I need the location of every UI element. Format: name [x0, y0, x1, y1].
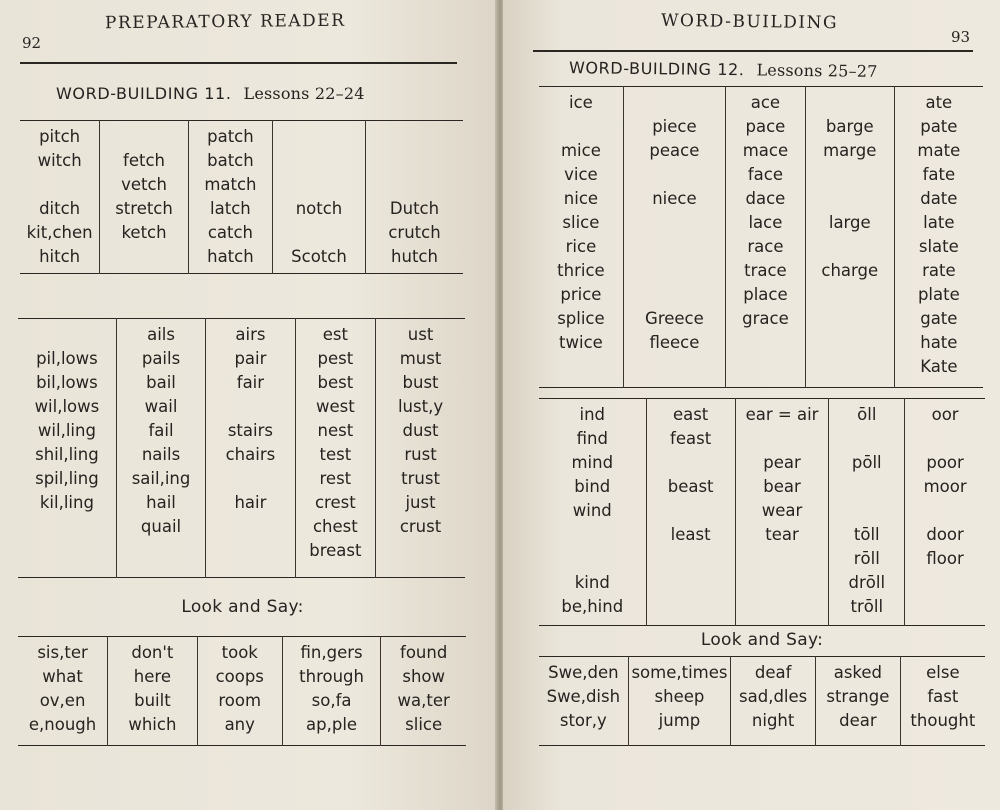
word-cell: kind	[574, 573, 610, 592]
word-cell: kit,chen	[26, 223, 93, 242]
word-cell: wear	[761, 501, 803, 520]
word-cell	[20, 539, 114, 563]
word-cell: thought	[910, 711, 976, 730]
word-column	[18, 319, 116, 578]
word-cell: hair	[234, 493, 267, 512]
word-cell: wil,lows	[34, 397, 100, 416]
word-cell: pails	[141, 349, 181, 368]
word-column	[805, 87, 894, 388]
word-cell: tear	[765, 525, 799, 544]
word-cell: sad,dles	[739, 687, 808, 706]
word-cell: fail	[148, 421, 174, 440]
word-column	[829, 399, 905, 626]
word-cell	[368, 173, 461, 197]
word-cell: race	[747, 237, 784, 256]
word-column	[188, 121, 272, 274]
word-cell: hail	[146, 493, 176, 512]
word-cell: just	[405, 493, 436, 512]
word-cell	[626, 211, 723, 235]
word-cell: which	[128, 715, 177, 734]
word-table-2	[18, 318, 465, 578]
word-cell: rest	[319, 469, 352, 488]
word-cell: gate	[920, 309, 958, 328]
word-cell: Swe,den	[548, 663, 619, 682]
word-cell	[907, 571, 983, 595]
word-column	[100, 121, 189, 274]
word-cell: hitch	[39, 247, 81, 266]
word-column	[646, 399, 735, 626]
section-title	[569, 58, 878, 81]
word-cell: fetch	[123, 151, 166, 170]
word-cell: ace	[750, 93, 781, 112]
word-cell: ice	[569, 93, 593, 112]
word-cell: barge	[825, 117, 874, 136]
word-cell: ust	[407, 325, 434, 344]
word-cell	[738, 427, 827, 451]
word-cell: airs	[235, 325, 266, 344]
word-cell	[541, 523, 644, 547]
word-cell	[738, 547, 827, 571]
word-column	[628, 657, 731, 746]
word-cell: vice	[564, 165, 598, 184]
word-cell	[626, 283, 723, 307]
word-cell: wil,ling	[37, 421, 96, 440]
word-cell: slate	[918, 237, 959, 256]
word-cell	[808, 331, 892, 355]
word-cell: test	[319, 445, 352, 464]
word-cell	[808, 91, 892, 115]
word-cell	[649, 595, 733, 619]
page-number: 93	[951, 28, 971, 46]
word-column	[381, 637, 466, 746]
word-column	[816, 657, 901, 746]
word-cell: trust	[401, 469, 440, 488]
word-column	[18, 637, 108, 746]
word-column	[905, 399, 985, 626]
word-cell: pear	[763, 453, 801, 472]
header-rule	[533, 50, 973, 52]
word-cell	[649, 451, 733, 475]
word-cell: rice	[565, 237, 597, 256]
word-cell: least	[670, 525, 711, 544]
word-cell: est	[322, 325, 348, 344]
word-cell: deaf	[754, 663, 792, 682]
word-table-2	[539, 398, 985, 626]
word-cell: chest	[312, 517, 358, 536]
word-cell: trōll	[850, 597, 884, 616]
word-cell	[626, 355, 723, 379]
word-cell: some,times	[631, 663, 728, 682]
word-column	[206, 319, 295, 578]
lessons-label: Lessons 25–27	[756, 60, 878, 81]
word-cell: pate	[920, 117, 958, 136]
word-cell: sis,ter	[37, 643, 88, 662]
word-cell: west	[315, 397, 355, 416]
section-title-text: WORD-BUILDING 12.	[568, 58, 745, 80]
word-cell: show	[402, 667, 445, 686]
right-page	[503, 0, 1000, 810]
word-cell	[208, 515, 292, 539]
word-cell: here	[133, 667, 171, 686]
word-cell: Scotch	[291, 247, 347, 266]
word-cell: night	[751, 711, 795, 730]
word-cell: mate	[917, 141, 961, 160]
word-cell: ōll	[857, 405, 877, 424]
word-cell: piece	[652, 117, 697, 136]
word-cell: so,fa	[311, 691, 352, 710]
word-cell: drōll	[848, 573, 886, 592]
word-cell: bail	[146, 373, 176, 392]
word-cell	[541, 355, 621, 379]
word-cell: beast	[667, 477, 714, 496]
look-and-say-table	[18, 636, 466, 746]
word-cell: strange	[826, 687, 890, 706]
word-cell: shil,ling	[35, 445, 99, 464]
word-cell: Kate	[920, 357, 958, 376]
word-cell: pil,lows	[36, 349, 98, 368]
word-cell	[626, 259, 723, 283]
word-cell: vetch	[121, 175, 167, 194]
word-column	[376, 319, 465, 578]
word-cell: batch	[207, 151, 254, 170]
word-column	[539, 87, 623, 388]
word-cell: tōll	[853, 525, 880, 544]
word-cell: kil,ling	[39, 493, 94, 512]
running-head: WORD-BUILDING	[660, 10, 839, 34]
word-cell: else	[926, 663, 960, 682]
word-cell: ketch	[121, 223, 167, 242]
word-cell: mace	[742, 141, 789, 160]
word-cell	[22, 173, 97, 197]
word-column	[894, 87, 983, 388]
word-cell: stor,y	[559, 711, 607, 730]
word-cell	[808, 307, 892, 331]
word-cell: best	[317, 373, 354, 392]
word-cell: hate	[920, 333, 958, 352]
lessons-label: Lessons 22–24	[243, 84, 365, 103]
word-cell	[808, 163, 892, 187]
word-cell: nails	[141, 445, 181, 464]
word-cell	[102, 125, 186, 149]
word-cell	[738, 571, 827, 595]
word-cell	[728, 331, 803, 355]
word-cell: match	[204, 175, 257, 194]
word-column	[731, 657, 816, 746]
page-number: 92	[22, 34, 42, 52]
word-cell: feast	[670, 429, 712, 448]
word-cell	[831, 499, 902, 523]
word-cell	[649, 547, 733, 571]
word-cell: witch	[37, 151, 82, 170]
word-cell: wa,ter	[397, 691, 450, 710]
word-cell	[649, 499, 733, 523]
look-and-say-title: Look and Say:	[700, 630, 824, 650]
word-cell: face	[747, 165, 783, 184]
word-cell	[626, 235, 723, 259]
word-cell: wind	[572, 501, 612, 520]
word-cell: plate	[917, 285, 960, 304]
word-cell: through	[299, 667, 364, 686]
word-cell: took	[221, 643, 258, 662]
word-cell	[20, 515, 114, 539]
section-title	[56, 84, 365, 103]
word-cell: fleece	[649, 333, 700, 352]
word-cell: dust	[402, 421, 439, 440]
word-cell	[20, 323, 114, 347]
word-cell	[119, 539, 203, 563]
word-cell: mice	[560, 141, 601, 160]
word-cell: quail	[140, 517, 182, 536]
word-cell: splice	[557, 309, 605, 328]
word-cell: moor	[923, 477, 967, 496]
word-cell: must	[399, 349, 442, 368]
word-cell	[275, 173, 363, 197]
word-cell: rate	[922, 261, 956, 280]
word-table-1	[20, 120, 463, 274]
word-cell	[378, 539, 463, 563]
word-cell: ear = air	[745, 405, 819, 424]
word-cell: built	[134, 691, 171, 710]
word-cell: large	[828, 213, 871, 232]
word-cell: Greece	[645, 309, 704, 328]
word-cell: bear	[763, 477, 801, 496]
word-cell	[208, 395, 292, 419]
word-cell: asked	[833, 663, 883, 682]
word-cell: Dutch	[389, 199, 440, 218]
word-cell: stairs	[227, 421, 273, 440]
word-column	[366, 121, 464, 274]
word-cell: pair	[234, 349, 267, 368]
word-cell: crest	[314, 493, 356, 512]
word-cell: late	[923, 213, 955, 232]
word-cell: wail	[144, 397, 178, 416]
look-and-say-table	[539, 656, 985, 746]
word-cell: pitch	[39, 127, 81, 146]
word-cell	[541, 547, 644, 571]
word-cell: dace	[745, 189, 786, 208]
word-cell: pest	[317, 349, 354, 368]
word-column	[116, 319, 205, 578]
word-cell: slice	[562, 213, 600, 232]
word-cell	[368, 149, 461, 173]
word-cell: trace	[744, 261, 787, 280]
word-cell: fast	[927, 687, 959, 706]
word-cell: slice	[405, 715, 443, 734]
word-cell: marge	[823, 141, 877, 160]
word-cell: fate	[922, 165, 956, 184]
word-cell: hutch	[391, 247, 438, 266]
word-cell: bind	[574, 477, 611, 496]
word-cell: hatch	[207, 247, 254, 266]
word-cell: east	[672, 405, 709, 424]
word-cell: e,nough	[28, 715, 97, 734]
word-cell	[808, 235, 892, 259]
word-cell: found	[400, 643, 448, 662]
word-cell: ate	[925, 93, 953, 112]
word-cell: what	[42, 667, 83, 686]
word-cell	[626, 163, 723, 187]
word-cell: catch	[207, 223, 253, 242]
word-cell	[208, 467, 292, 491]
word-cell: pōll	[851, 453, 882, 472]
word-cell	[808, 283, 892, 307]
word-cell: be,hind	[561, 597, 624, 616]
word-cell: nest	[317, 421, 354, 440]
word-cell: bil,lows	[36, 373, 98, 392]
word-cell	[541, 115, 621, 139]
word-column	[900, 657, 985, 746]
word-cell: crust	[399, 517, 442, 536]
word-cell	[208, 539, 292, 563]
word-cell: rust	[404, 445, 437, 464]
word-cell: date	[920, 189, 958, 208]
word-cell: fair	[236, 373, 265, 392]
word-cell	[728, 355, 803, 379]
word-column	[725, 87, 805, 388]
word-cell: find	[576, 429, 608, 448]
word-cell	[275, 221, 363, 245]
word-column	[272, 121, 365, 274]
word-column	[20, 121, 100, 274]
section-title-text: WORD-BUILDING 11.	[56, 84, 232, 103]
word-cell: place	[743, 285, 788, 304]
running-head: PREPARATORY READER	[104, 10, 346, 34]
word-cell	[738, 595, 827, 619]
word-cell	[907, 499, 983, 523]
word-table-1	[539, 86, 983, 388]
word-cell: any	[224, 715, 255, 734]
word-cell: rōll	[853, 549, 880, 568]
word-column	[108, 637, 198, 746]
word-cell	[275, 149, 363, 173]
word-cell: patch	[207, 127, 254, 146]
word-cell: dear	[839, 711, 877, 730]
word-cell: ind	[579, 405, 606, 424]
word-column	[197, 637, 282, 746]
word-cell: sail,ing	[131, 469, 191, 488]
word-cell: lace	[748, 213, 783, 232]
look-and-say-title: Look and Say:	[181, 597, 304, 617]
word-cell: sheep	[654, 687, 705, 706]
word-cell: bust	[402, 373, 439, 392]
word-cell: jump	[658, 711, 701, 730]
word-cell: door	[926, 525, 964, 544]
word-cell	[907, 427, 983, 451]
word-cell	[831, 475, 902, 499]
word-cell: coops	[215, 667, 264, 686]
word-column	[539, 399, 646, 626]
word-cell: lust,y	[397, 397, 444, 416]
word-cell: crutch	[388, 223, 441, 242]
word-cell: ails	[147, 325, 175, 344]
word-cell	[368, 125, 461, 149]
word-cell: chairs	[225, 445, 276, 464]
word-cell	[102, 245, 186, 269]
word-cell: poor	[926, 453, 964, 472]
word-cell: nice	[563, 189, 599, 208]
word-cell	[831, 427, 902, 451]
word-cell	[649, 571, 733, 595]
word-cell: oor	[931, 405, 959, 424]
word-cell: ap,ple	[306, 715, 358, 734]
left-page	[0, 0, 497, 810]
word-column	[282, 637, 381, 746]
word-cell: mind	[571, 453, 614, 472]
word-cell: charge	[821, 261, 879, 280]
word-cell	[275, 125, 363, 149]
word-cell: fin,gers	[300, 643, 363, 662]
word-cell: notch	[295, 199, 343, 218]
word-cell: stretch	[115, 199, 173, 218]
word-cell: floor	[926, 549, 964, 568]
word-cell: Swe,dish	[546, 687, 621, 706]
word-column	[539, 657, 628, 746]
word-column	[623, 87, 725, 388]
word-column	[735, 399, 829, 626]
word-cell	[907, 595, 983, 619]
word-cell: grace	[742, 309, 789, 328]
word-cell: breast	[309, 541, 362, 560]
word-cell: ov,en	[39, 691, 86, 710]
word-cell: price	[560, 285, 602, 304]
word-cell: don't	[131, 643, 174, 662]
word-cell	[808, 187, 892, 211]
word-cell: twice	[559, 333, 603, 352]
word-cell	[626, 91, 723, 115]
word-cell: thrice	[557, 261, 605, 280]
word-cell: niece	[652, 189, 697, 208]
word-column	[295, 319, 375, 578]
word-cell	[808, 355, 892, 379]
word-cell: ditch	[39, 199, 81, 218]
word-cell: latch	[210, 199, 251, 218]
word-cell: room	[218, 691, 262, 710]
word-cell: peace	[649, 141, 700, 160]
word-cell: pace	[745, 117, 786, 136]
word-cell: spil,ling	[35, 469, 99, 488]
header-rule	[20, 62, 457, 64]
